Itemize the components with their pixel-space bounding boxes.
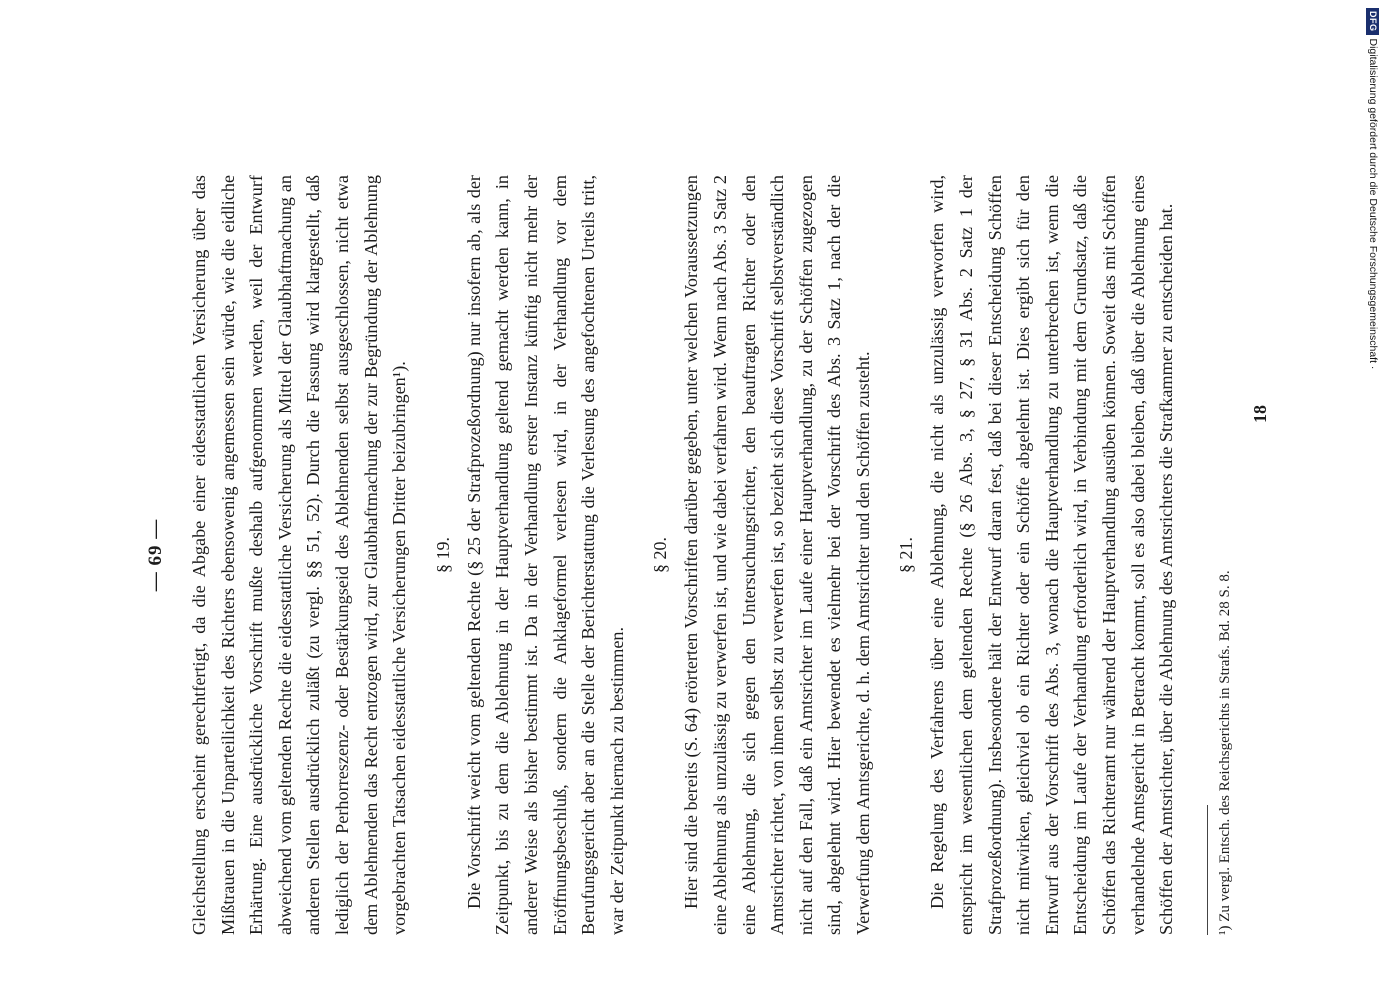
- page-signature: 18: [1249, 405, 1270, 423]
- footnote: ¹) Zu vergl. Entsch. des Reichsgerichts in Strafs. Bd. 28 S. 8.: [1216, 570, 1233, 935]
- section-heading-19: § 19.: [432, 537, 453, 573]
- intro-paragraph: Gleichstellung erscheint gerechtfertigt, da die Abgabe einer eidesstattlichen Versicherung über das Mißtrauen in die Unparteilichkeit des Richters ebensowenig angemessen sein würde, wie die eidliche Erhärtung. Eine ausdrückliche Vorschrift mußte deshalb aufgenommen werden, weil der Entwurf abweichend vom geltenden Rechte die eidesstattliche Versicherung als Mittel der Glaubhaftmachung an anderen Stellen ausdrücklich zuläßt (zu vergl. §§ 51, 52). Durch die Fassung wird klargestellt, daß lediglich der Perhorreszenz- oder Bestärkungseid des Ablehnenden selbst ausgeschlossen, nicht etwa dem Ablehnenden das Recht entzogen wird, zur Glaubhaftmachung der zur Begründung der Ablehnung vorgebrachten Tatsachen eidesstattliche Versicherungen Dritter beizubringen¹).: [189, 175, 410, 935]
- section-heading-20: § 20.: [650, 537, 671, 573]
- dfg-logo-icon: DFG: [1367, 8, 1380, 35]
- section-paragraph-19: Die Vorschrift weicht vom geltenden Rechte (§ 25 der Strafprozeßordnung) nur insofern ab, als der Zeitpunkt, bis zu dem die Ablehnung in der Hauptverhandlung geltend gemacht werden kann, in anderer Weise als bisher bestimmt ist. Da in der Verhandlung erster Instanz künftig nicht mehr der Eröffnungsbeschluß, sondern die Anklageformel verlesen wird, in der Verhandlung vor dem Berufungsgericht aber an die Stelle der Berichterstattung die Verlesung des angefochtenen Urteils tritt, war der Zeitpunkt hiernach zu bestimmen.: [463, 175, 627, 935]
- section-paragraph-21: Die Regelung des Verfahrens über eine Ablehnung, die nicht als unzulässig verworfen wird, entspricht im wesentlichen dem geltenden Rechte (§ 26 Abs. 3, § 27, § 31 Abs. 2 Satz 1 der Strafprozeßordnung). Insbesondere hält der Entwurf daran fest, daß bei dieser Entscheidung Schöffen nicht mitwirken, gleichviel ob ein Richter oder ein Schöffe abgelehnt ist. Dies ergibt sich für den Entwurf aus der Vorschrift des Abs. 3, wonach die Hauptverhandlung zu unterbrechen ist, wenn die Entscheidung im Laufe der Verhandlung erforderlich wird, in Verbindung mit dem Grundsatz, daß die Schöffen das Richteramt nur während der Hauptverhandlung ausüben können. Soweit das mit Schöffen verhandelnde Amtsgericht in Betracht kommt, soll es also dabei bleiben, daß über die Ablehnung eines Schöffen der Amtsrichter, über die Ablehnung des Amtsrichters die Strafkammer zu entscheiden hat.: [927, 175, 1177, 935]
- digitization-credit: [1366, 8, 1380, 988]
- rotated-document-page: [145, 175, 1270, 935]
- section-paragraph-20: Hier sind die bereits (S. 64) erörterten Vorschriften darüber gegeben, unter welchen Voraussetzungen eine Ablehnung als unzulässig zu verwerfen ist, und wie dabei verfahren wird. Wenn nach Abs. 3 Satz 2 eine Ablehnung, die sich gegen den Untersuchungsrichter, den beauftragten Richter oder den Amtsrichter richtet, von ihnen selbst zu verwerfen ist, so bezieht sich diese Vorschrift selbstverständlich nicht auf den Fall, daß ein Amtsrichter im Laufe einer Hauptverhandlung, zu der Schöffen zugezogen sind, abgelehnt wird. Hier bewendet es vielmehr bei der Vorschrift des Abs. 3 Satz 1, nach der die Verwerfung dem Amtsgerichte, d. h. dem Amtsrichter und den Schöffen zusteht.: [681, 175, 873, 935]
- page-header: — 69 —: [145, 518, 166, 592]
- credit-text: Digitalisierung gefördert durch die Deutsche Forschungsgemeinschaft ·: [1367, 38, 1379, 370]
- section-heading-21: § 21.: [896, 537, 917, 573]
- footnote-divider: [1207, 805, 1208, 935]
